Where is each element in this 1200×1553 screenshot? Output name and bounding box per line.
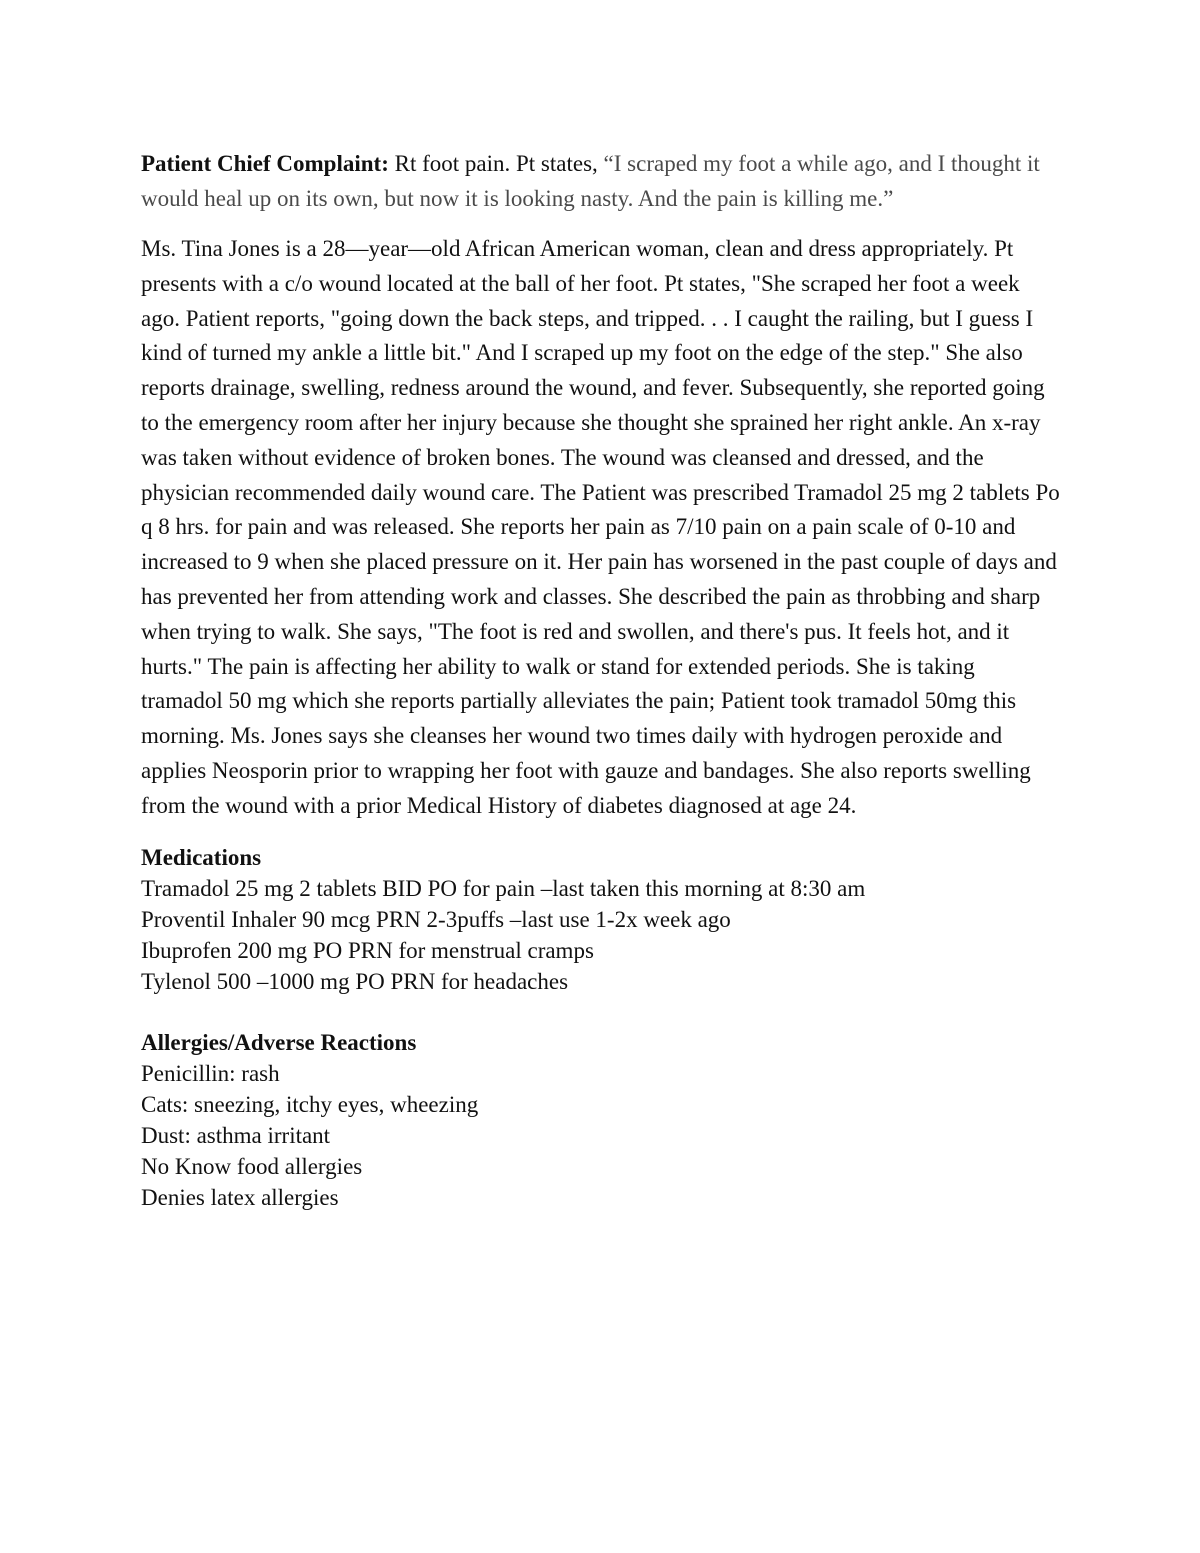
allergy-item: Penicillin: rash <box>141 1060 280 1086</box>
allergy-item: Denies latex allergies <box>141 1184 339 1210</box>
medications-section <box>141 842 1061 997</box>
allergy-item: Cats: sneezing, itchy eyes, wheezing <box>141 1091 479 1117</box>
medications-heading: Medications <box>141 844 262 870</box>
chief-complaint-paragraph <box>141 146 1061 216</box>
chief-complaint-quote: “I scraped my foot a while ago, and I thought it would heal up on its own, but now it is looking nasty. And the pain is killing me.” <box>141 151 1040 211</box>
history-of-present-illness-paragraph: Ms. Tina Jones is a 28—year—old African American woman, clean and dress appropriately. Pt presents with a c/o wound located at the ball of her foot. Pt states, "She scraped her foot a week ago. Patient reports, "going down the back steps, and tripped. . . I caught the railing, but I guess I kind of turned my ankle a little bit." And I scraped up my foot on the edge of the step." She also reports drainage, swelling, redness around the wound, and fever. Subsequently, she reported going to the emergency room after her injury because she thought she sprained her right ankle. An x-ray was taken without evidence of broken bones. The wound was cleansed and dressed, and the physician recommended daily wound care. The Patient was prescribed Tramadol 25 mg 2 tablets Po q 8 hrs. for pain and was released. She reports her pain as 7/10 pain on a pain scale of 0-10 and increased to 9 when she placed pressure on it. Her pain has worsened in the past couple of days and has prevented her from attending work and classes. She described the pain as throbbing and sharp when trying to walk. She says, "The foot is red and swollen, and there's pus. It feels hot, and it hurts." The pain is affecting her ability to walk or stand for extended periods. She is taking tramadol 50 mg which she reports partially alleviates the pain; Patient took tramadol 50mg this morning. Ms. Jones says she cleanses her wound two times daily with hydrogen peroxide and applies Neosporin prior to wrapping her foot with gauze and bandages. She also reports swelling from the wound with a prior Medical History of diabetes diagnosed at age 24. <box>141 236 1060 818</box>
medication-item: Proventil Inhaler 90 mcg PRN 2-3puffs –last use 1-2x week ago <box>141 906 731 932</box>
allergies-section <box>141 1027 1061 1213</box>
chief-complaint-summary: Rt foot pain. Pt states, <box>388 151 604 176</box>
allergy-item: No Know food allergies <box>141 1153 363 1179</box>
medication-item: Tramadol 25 mg 2 tablets BID PO for pain –last taken this morning at 8:30 am <box>141 875 866 901</box>
allergies-heading: Allergies/Adverse Reactions <box>141 1029 417 1055</box>
chief-complaint-label: Patient Chief Complaint: <box>141 151 389 176</box>
allergy-item: Dust: asthma irritant <box>141 1122 331 1148</box>
medication-item: Tylenol 500 –1000 mg PO PRN for headaches <box>141 968 569 994</box>
document-body <box>141 146 1061 1213</box>
medication-item: Ibuprofen 200 mg PO PRN for menstrual cramps <box>141 937 594 963</box>
